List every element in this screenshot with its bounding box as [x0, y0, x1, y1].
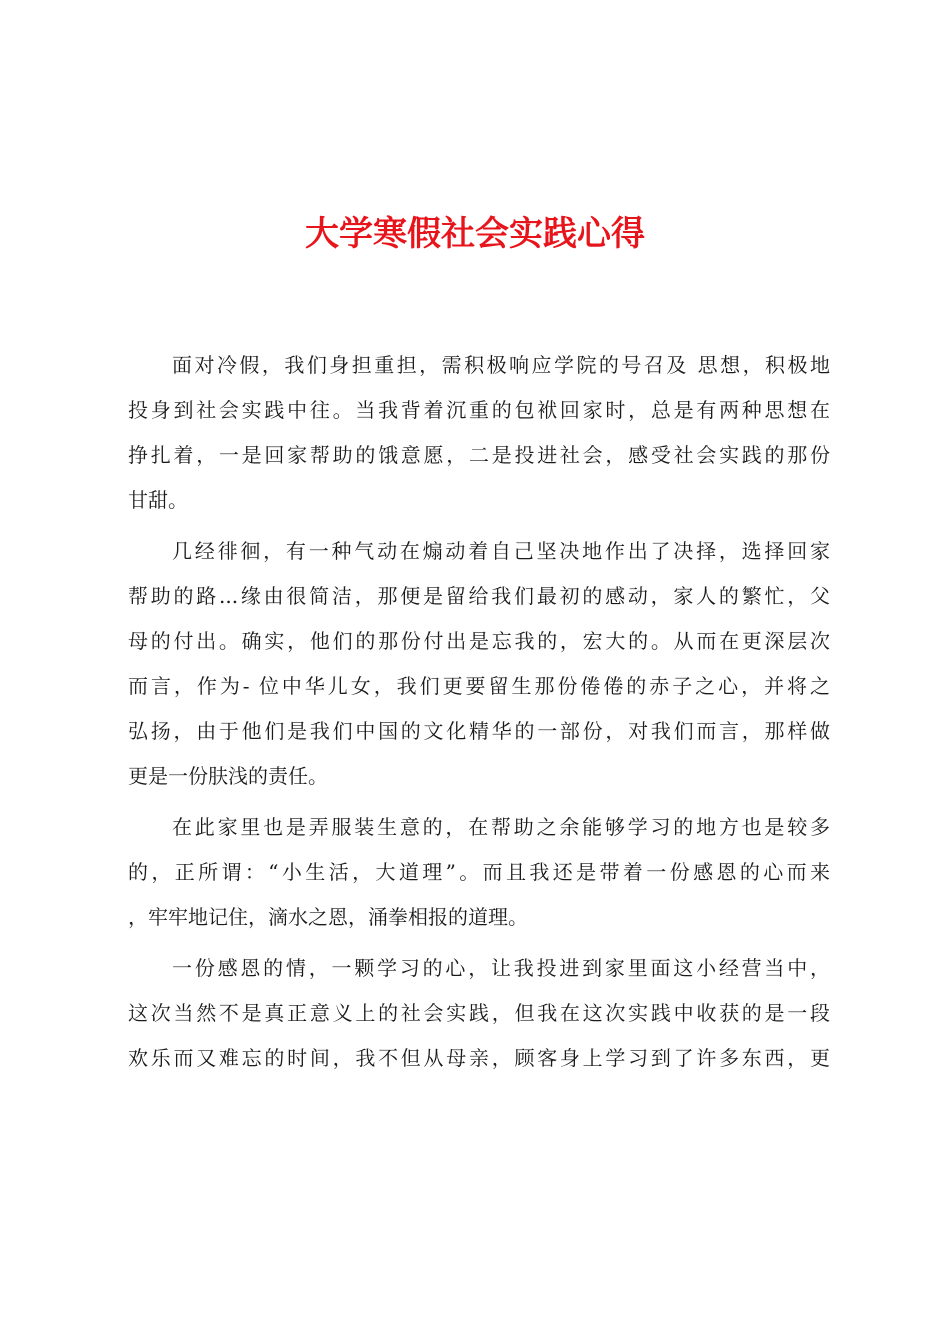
paragraph-4	[128, 946, 830, 1081]
page-title: 大学寒假社会实践心得	[305, 214, 645, 254]
text-line: 母的付出。确实，他们的那份付出是忘我的，宏大的。从而在更深层次	[128, 629, 830, 653]
text-line: 而言，作为- 位中华儿女，我们更要留生那份倦倦的赤子之心，并将之	[128, 674, 830, 698]
text-line: ，牢牢地记住，滴水之恩，涌拳相报的道理。	[128, 905, 528, 929]
text-line: 帮助的路...缘由很简洁，那便是留给我们最初的感动，家人的繁忙，父	[128, 584, 830, 608]
text-line: 更是一份肤浅的责任。	[128, 764, 328, 788]
paragraph-3	[128, 805, 830, 940]
paragraph-2	[128, 529, 830, 799]
document-body	[128, 343, 830, 1087]
text-line: 面对冷假，我们身担重担，需积极响应学院的号召及 思想，积极地	[172, 353, 830, 377]
text-line: 在此家里也是弄服装生意的，在帮助之余能够学习的地方也是较多	[172, 815, 830, 839]
text-line: 欢乐而又难忘的时间，我不但从母亲，顾客身上学习到了许多东西，更	[128, 1046, 830, 1070]
text-line: 几经徘徊，有一种气动在煽动着自己坚决地作出了决择，选择回家	[172, 539, 830, 563]
text-line: 的，正所谓：“小生活，大道理”。而且我还是带着一份感恩的心而来	[128, 860, 830, 884]
text-line: 投身到社会实践中往。当我背着沉重的包袱回家时，总是有两种思想在	[128, 398, 830, 422]
paragraph-1	[128, 343, 830, 523]
text-line: 一份感恩的情，一颗学习的心，让我投进到家里面这小经营当中，	[172, 956, 830, 980]
text-line: 这次当然不是真正意义上的社会实践，但我在这次实践中收获的是一段	[128, 1001, 830, 1025]
text-line: 弘扬，由于他们是我们中国的文化精华的一部份，对我们而言，那样做	[128, 719, 830, 743]
text-line: 甘甜。	[128, 488, 188, 512]
text-line: 挣扎着，一是回家帮助的饿意愿，二是投进社会，感受社会实践的那份	[128, 443, 830, 467]
